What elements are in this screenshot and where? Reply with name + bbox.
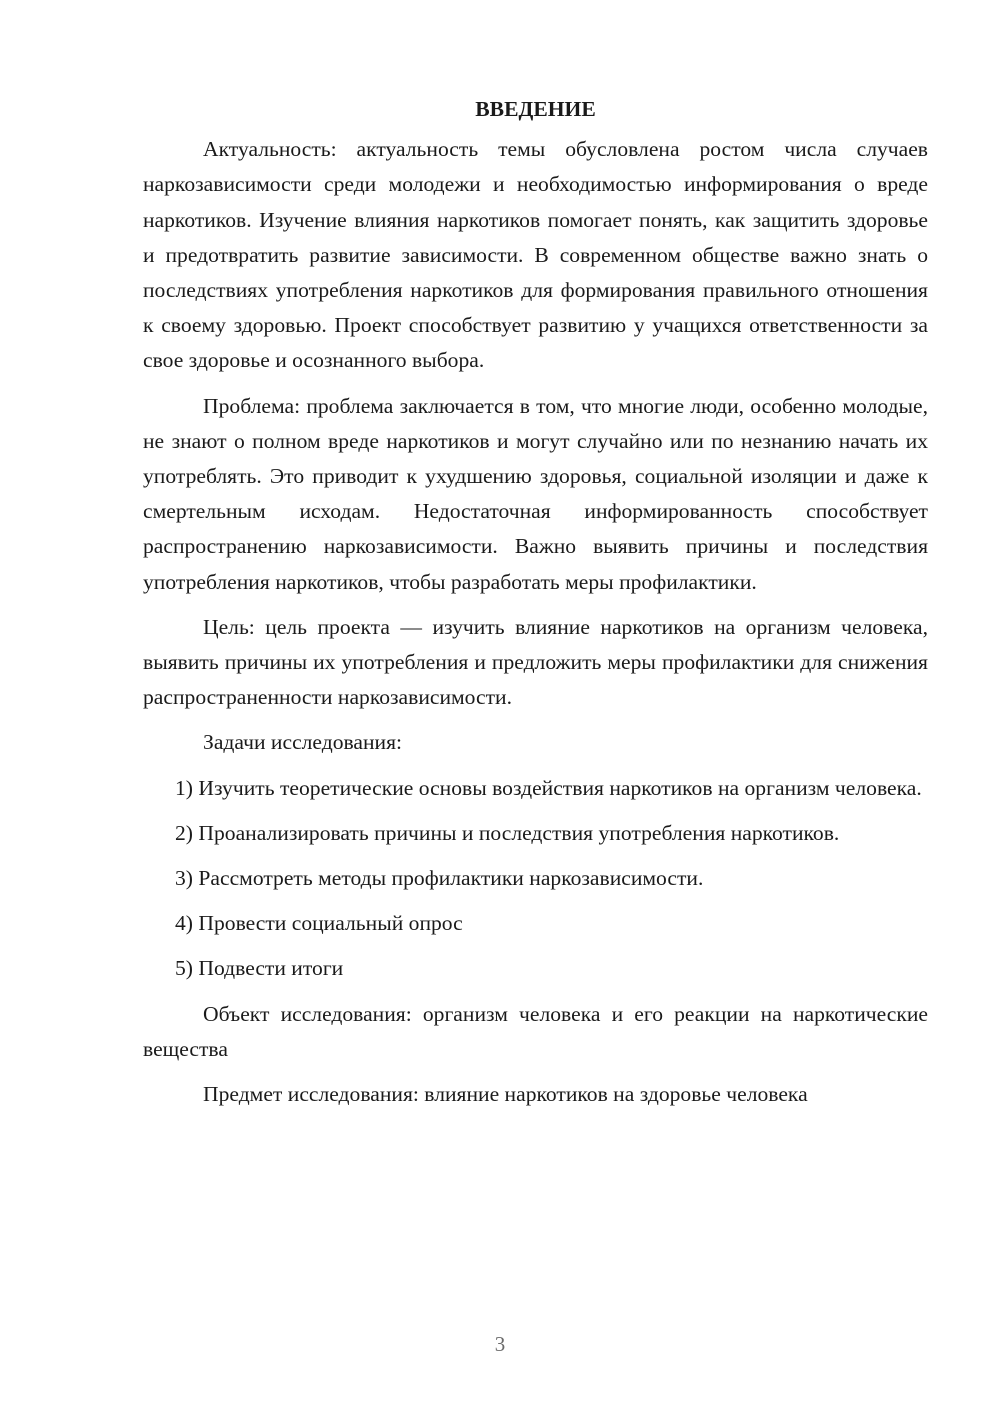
page-title: ВВЕДЕНИЕ (475, 97, 596, 121)
goal-paragraph: Цель: цель проекта — изучить влияние наркотиков на организм человека, выявить причины их употребления и предложить меры профилактики для снижения распространенности наркозависимости. (143, 614, 928, 710)
document-page (143, 92, 928, 1112)
research-subject: Предмет исследования: влияние наркотиков на здоровье человека (203, 1082, 808, 1107)
problem-paragraph: Проблема: проблема заключается в том, что многие люди, особенно молодые, не знают о полном вреде наркотиков и могут случайно или по незнанию начать их употреблять. Это приводит к ухудшению здоровья, социальной изоляции и даже к смертельным исходам. Недостаточная информированность способствует распространению наркозависимости. Важно выявить причины и последствия употребления наркотиков, чтобы разработать меры профилактики. (143, 393, 928, 594)
relevance-paragraph: Актуальность: актуальность темы обусловлена ростом числа случаев наркозависимости среди молодежи и необходимостью информирования о вреде наркотиков. Изучение влияния наркотиков помогает понять, как защитить здоровье и предотвратить развитие зависимости. В современном обществе важно знать о последствиях употребления наркотиков для формирования правильного отношения к своему здоровью. Проект способствует развитию у учащихся ответственности за свое здоровье и осознанного выбора. (143, 137, 928, 373)
task-item-4: 4) Провести социальный опрос (175, 911, 463, 936)
tasks-heading: Задачи исследования: (203, 730, 403, 755)
task-item-2: 2) Проанализировать причины и последствия употребления наркотиков. (175, 820, 840, 845)
task-item-5: 5) Подвести итоги (175, 956, 344, 981)
page-number: 3 (494, 1332, 506, 1356)
task-item-3: 3) Рассмотреть методы профилактики наркозависимости. (175, 866, 704, 891)
task-item-1: 1) Изучить теоретические основы воздействия наркотиков на организм человека. (175, 775, 922, 800)
research-object: Объект исследования: организм человека и его реакции на наркотические вещества (143, 1001, 928, 1061)
